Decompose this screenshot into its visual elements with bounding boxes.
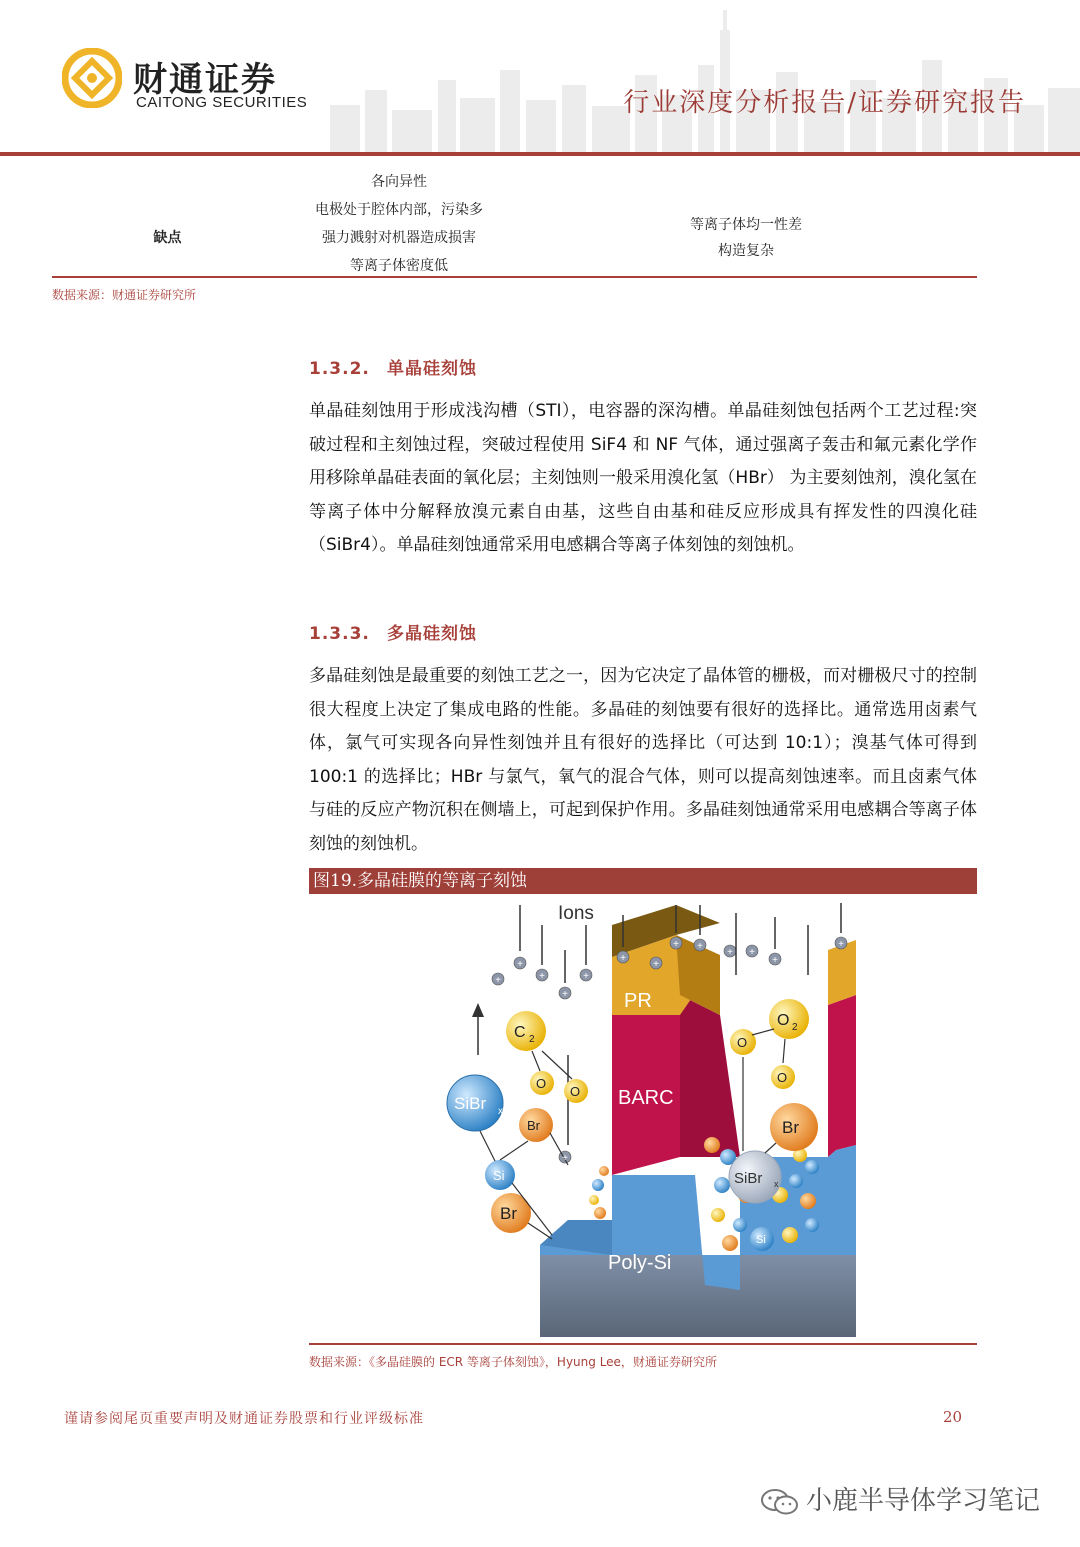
svg-text:+: + bbox=[517, 959, 523, 970]
svg-text:O: O bbox=[570, 1084, 581, 1099]
header-divider bbox=[0, 152, 1080, 156]
wechat-icon bbox=[760, 1488, 800, 1516]
pr-label: PR bbox=[624, 990, 652, 1012]
report-type-title: 行业深度分析报告/证券研究报告 bbox=[623, 88, 1026, 118]
section-title: 单晶硅刻蚀 bbox=[387, 359, 477, 379]
svg-text:O: O bbox=[536, 1076, 547, 1091]
svg-text:Br: Br bbox=[527, 1118, 540, 1133]
table-source: 数据来源：财通证券研究所 bbox=[52, 288, 197, 302]
brand-name-en: CAITONG SECURITIES bbox=[136, 94, 308, 111]
svg-text:Br: Br bbox=[500, 1204, 517, 1223]
barc-layer-left bbox=[612, 995, 680, 1175]
watermark bbox=[760, 1480, 1040, 1517]
footer-disclaimer: 谨请参阅尾页重要声明及财通证券股票和行业评级标准 bbox=[64, 1411, 424, 1427]
svg-text:+: + bbox=[583, 971, 589, 982]
figure-caption-bar bbox=[309, 868, 977, 894]
svg-text:+: + bbox=[749, 947, 755, 958]
svg-text:+: + bbox=[620, 953, 626, 964]
table-row-label: 缺点 bbox=[153, 230, 182, 246]
svg-text:2: 2 bbox=[792, 1022, 798, 1033]
section-number: 1.3.3. bbox=[309, 624, 370, 644]
figure-source: 数据来源：《多晶硅膜的 ECR 等离子体刻蚀》，Hyung Lee，财通证券研究所 bbox=[309, 1355, 717, 1369]
svg-text:+: + bbox=[562, 989, 568, 1000]
watermark-text: 小鹿半导体学习笔记 bbox=[806, 1486, 1041, 1516]
svg-text:SiBr: SiBr bbox=[734, 1170, 763, 1187]
table-bottom-rule bbox=[52, 276, 977, 278]
page-number: 20 bbox=[943, 1408, 963, 1426]
svg-text:+: + bbox=[673, 939, 679, 950]
svg-text:Br: Br bbox=[782, 1118, 799, 1137]
svg-text:2: 2 bbox=[529, 1034, 535, 1045]
section-paragraph: 多晶硅刻蚀是最重要的刻蚀工艺之一，因为它决定了晶体管的栅极，而对栅极尺寸的控制很大程度上决定了集成电路的性能。多晶硅的刻蚀要有很好的选择比。通常选用卤素气体，氯气可实现各向异性刻蚀并且有很好的选择比（可达到 10:1）；溴基气体可得到 100:1 的选择比；HBr 与氯气，氧气的混合气体，则可以提高刻蚀速率。而且卤素气体与硅的反应产物沉积在侧墙上，可起到保护作用。多晶硅刻蚀通常采用电感耦合等离子体刻蚀的刻蚀机。 bbox=[309, 666, 977, 854]
svg-text:Si: Si bbox=[493, 1168, 505, 1183]
table-cell-line: 强力溅射对机器造成损害 bbox=[322, 230, 476, 246]
svg-text:Si: Si bbox=[756, 1234, 766, 1246]
svg-text:x: x bbox=[498, 1106, 503, 1117]
figure-bottom-rule bbox=[309, 1343, 977, 1345]
page-header bbox=[0, 0, 1080, 160]
svg-text:C: C bbox=[514, 1024, 526, 1041]
svg-text:SiBr: SiBr bbox=[454, 1094, 487, 1113]
poly-si-etch-diagram bbox=[440, 895, 856, 1337]
table-cell-line: 构造复杂 bbox=[718, 243, 774, 259]
section-heading-1-3-2 bbox=[309, 354, 477, 379]
section-number: 1.3.2. bbox=[309, 359, 370, 379]
table-cell-line: 各向异性 bbox=[371, 174, 427, 190]
caitong-logo-icon bbox=[62, 48, 122, 108]
section-paragraph: 单晶硅刻蚀用于形成浅沟槽（STI），电容器的深沟槽。单晶硅刻蚀包括两个工艺过程:突破过程和主刻蚀过程，突破过程使用 SiF4 和 NF 气体，通过强离子轰击和氟元素化学作用移除单晶硅表面的氧化层；主刻蚀则一般采用溴化氢（HBr） 为主要刻蚀剂，溴化氢在等离子体中分解释放溴元素自由基，这些自由基和硅反应形成具有挥发性的四溴化硅（SiBr4）。单晶硅刻蚀通常采用电感耦合等离子体刻蚀的刻蚀机。 bbox=[309, 401, 977, 556]
section-heading-1-3-3 bbox=[309, 619, 477, 644]
svg-text:+: + bbox=[562, 1153, 568, 1164]
c2-molecule bbox=[506, 1011, 546, 1051]
table-cell-line: 等离子体密度低 bbox=[350, 258, 448, 274]
svg-text:O: O bbox=[777, 1012, 790, 1029]
svg-text:+: + bbox=[772, 955, 778, 966]
table-cell-line: 等离子体均一性差 bbox=[690, 217, 802, 233]
svg-text:+: + bbox=[697, 941, 703, 952]
table-cell-col2 bbox=[630, 212, 862, 264]
svg-text:+: + bbox=[838, 939, 844, 950]
section-title: 多晶硅刻蚀 bbox=[387, 624, 477, 644]
svg-text:+: + bbox=[539, 971, 545, 982]
svg-text:O: O bbox=[777, 1070, 788, 1085]
table-cell-line: 电极处于腔体内部，污染多 bbox=[315, 202, 483, 218]
ions-label: Ions bbox=[558, 903, 594, 924]
svg-text:x: x bbox=[774, 1179, 779, 1189]
barc-label: BARC bbox=[618, 1087, 674, 1109]
svg-text:O: O bbox=[737, 1035, 748, 1050]
table-cell-col1 bbox=[270, 168, 528, 280]
svg-text:+: + bbox=[653, 959, 659, 970]
brand-name-cn: 财通证券 bbox=[133, 60, 277, 100]
poly-si-label: Poly-Si bbox=[608, 1252, 672, 1274]
figure-caption: 图19.多晶硅膜的等离子刻蚀 bbox=[313, 871, 528, 891]
barc-layer-right bbox=[828, 995, 856, 1157]
svg-text:+: + bbox=[727, 947, 733, 958]
svg-text:+: + bbox=[495, 975, 501, 986]
